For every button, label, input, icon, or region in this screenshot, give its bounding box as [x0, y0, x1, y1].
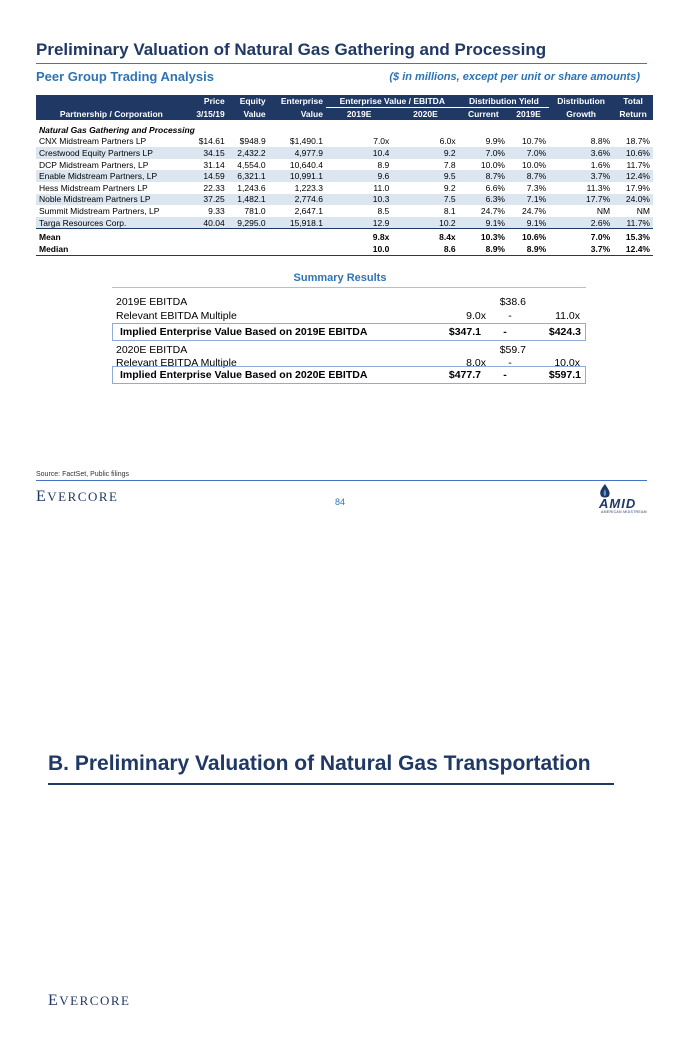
implied-ev-2020-low: $477.7	[448, 369, 481, 381]
cell-return: 12.4%	[613, 170, 653, 182]
cell-equity: 6,321.1	[228, 170, 269, 182]
section-subtitle: Peer Group Trading Analysis	[36, 69, 214, 84]
brand-initial: E	[36, 488, 48, 505]
footer-rule	[36, 480, 647, 481]
cell-yield-current: 7.0%	[459, 147, 508, 159]
cell-ev2020: 9.2	[443, 182, 456, 193]
table-row	[36, 182, 653, 194]
header-rule	[36, 63, 647, 64]
amid-subtext: AMERICAN MIDSTREAM	[601, 510, 647, 514]
mean-yield-current: 10.3%	[459, 229, 508, 243]
cell-yield-current: 24.7%	[480, 205, 505, 216]
cell-ev2020: 6.0x	[439, 136, 456, 147]
cell-equity: 2,432.2	[228, 147, 269, 159]
cell-growth: 11.3%	[586, 182, 611, 193]
ebitda-2019-label: 2019E EBITDA	[116, 296, 188, 308]
cell-enterprise: 1,223.3	[294, 182, 323, 193]
empty-cell	[228, 229, 269, 243]
cell-yield2019: 9.1%	[508, 217, 549, 229]
header-partnership: Partnership / Corporation	[36, 108, 187, 121]
implied-ev-2020-high: $597.1	[548, 369, 581, 381]
summary-title: Summary Results	[293, 272, 387, 284]
cell-price: 40.04	[187, 217, 228, 229]
cell-name: Summit Midstream Partners, LP	[39, 205, 160, 216]
amid-logo	[593, 483, 651, 513]
cell-price: 37.25	[187, 194, 228, 206]
cell-return: 18.7%	[625, 136, 650, 147]
cell-enterprise: 2,647.1	[294, 205, 323, 216]
header-ev-2020: 2020E	[392, 108, 458, 121]
mean-return: 15.3%	[613, 229, 653, 243]
header-distribution: Distribution	[549, 95, 613, 108]
multiple-2020-low: 8.0x	[466, 357, 486, 369]
table-row	[36, 147, 653, 159]
cell-enterprise: $1,490.1	[289, 136, 323, 147]
cell-yield-current: 6.6%	[485, 182, 505, 193]
brand-rest: VERCORE	[59, 993, 131, 1008]
cell-growth: 2.6%	[549, 217, 613, 229]
cell-ev2019: 8.5	[377, 205, 390, 216]
cell-enterprise: 10,991.1	[269, 170, 326, 182]
cell-ev2019: 7.0x	[373, 136, 390, 147]
implied-ev-2020-row	[112, 366, 586, 384]
cell-name: Noble Midstream Partners LP	[36, 194, 187, 206]
cell-ev2019: 11.0	[373, 182, 390, 193]
cell-ev2019: 12.9	[326, 217, 392, 229]
cell-equity: 1,243.6	[237, 182, 266, 193]
cell-yield-current: 10.0%	[480, 159, 505, 170]
peer-group-table	[36, 95, 653, 256]
range-dash: -	[503, 369, 507, 381]
table-row	[36, 194, 653, 206]
evercore-logo-bottom	[48, 992, 130, 1010]
cell-enterprise: 4,977.9	[269, 147, 326, 159]
mean-growth: 7.0%	[549, 229, 613, 243]
cell-price: 14.59	[187, 170, 228, 182]
table-header-row	[36, 95, 653, 108]
cell-price: 9.33	[208, 205, 225, 216]
header-price: Price	[187, 95, 228, 108]
cell-yield-current: 8.7%	[459, 170, 508, 182]
header-total: Total	[613, 95, 653, 108]
implied-ev-2019-high: $424.3	[548, 326, 581, 338]
multiple-2020-high: 10.0x	[554, 357, 580, 369]
ebitda-2019-row	[116, 296, 586, 310]
cell-ev2020: 7.8	[443, 159, 456, 170]
cell-ev2020: 10.2	[392, 217, 458, 229]
header-equity-value: Value	[228, 108, 269, 121]
group-label-row	[36, 120, 653, 136]
ebitda-2020-label: 2020E EBITDA	[116, 344, 188, 356]
cell-ev2019: 10.4	[326, 147, 392, 159]
header-ev-2019: 2019E	[326, 108, 392, 121]
page-number: 84	[334, 497, 345, 507]
cell-equity: $948.9	[239, 136, 266, 147]
header-yield-2019: 2019E	[508, 108, 549, 121]
mean-ev2020: 8.4x	[392, 229, 458, 243]
range-dash: -	[503, 326, 507, 338]
multiple-2019-label: Relevant EBITDA Multiple	[116, 310, 237, 322]
cell-ev2020: 9.2	[392, 147, 458, 159]
empty-cell	[187, 243, 228, 255]
cell-yield-current: 9.9%	[485, 136, 505, 147]
median-yield-current: 8.9%	[459, 243, 508, 255]
cell-yield2019: 24.7%	[522, 205, 547, 216]
cell-equity: 9,295.0	[228, 217, 269, 229]
mean-yield2019: 10.6%	[508, 229, 549, 243]
empty-cell	[187, 229, 228, 243]
cell-yield2019: 7.3%	[526, 182, 547, 193]
multiple-2020-label: Relevant EBITDA Multiple	[116, 357, 237, 369]
multiple-2019-low: 9.0x	[466, 310, 486, 322]
cell-return: 11.7%	[613, 217, 653, 229]
cell-yield-current: 6.3%	[459, 194, 508, 206]
implied-ev-2019-label: Implied Enterprise Value Based on 2019E EBITDA	[120, 326, 368, 338]
group-label: Natural Gas Gathering and Processing	[39, 124, 195, 135]
cell-enterprise: 10,640.4	[289, 159, 323, 170]
table-row	[36, 170, 653, 182]
cell-ev2020: 8.1	[443, 205, 456, 216]
cell-enterprise: 15,918.1	[269, 217, 326, 229]
cell-equity: 4,554.0	[237, 159, 266, 170]
empty-cell	[269, 243, 326, 255]
cell-yield-current: 9.1%	[459, 217, 508, 229]
median-label: Median	[36, 243, 187, 255]
cell-name: Targa Resources Corp.	[36, 217, 187, 229]
section-b-rule	[48, 783, 614, 785]
cell-name: Crestwood Equity Partners LP	[36, 147, 187, 159]
source-note: Source: FactSet, Public filings	[36, 471, 129, 478]
cell-ev2020: 7.5	[392, 194, 458, 206]
median-row	[36, 243, 653, 255]
cell-yield2019: 10.0%	[522, 159, 547, 170]
page-title: Preliminary Valuation of Natural Gas Gathering and Processing	[36, 40, 547, 59]
mean-label: Mean	[36, 229, 187, 243]
cell-price: $14.61	[198, 136, 225, 147]
cell-ev2019: 10.3	[326, 194, 392, 206]
empty-cell	[269, 229, 326, 243]
median-ev2020: 8.6	[392, 243, 458, 255]
cell-name: Enable Midstream Partners, LP	[36, 170, 187, 182]
brand-rest: VERCORE	[47, 489, 119, 504]
table-row	[36, 159, 653, 171]
cell-growth: 3.6%	[549, 147, 613, 159]
ebitda-2020-row	[116, 344, 586, 358]
brand-initial: E	[48, 992, 60, 1009]
cell-growth: NM	[596, 205, 611, 216]
header-blank	[36, 95, 187, 108]
cell-name: CNX Midstream Partners LP	[39, 136, 147, 147]
cell-price: 22.33	[203, 182, 225, 193]
cell-ev2019: 9.6	[326, 170, 392, 182]
cell-yield2019: 7.0%	[508, 147, 549, 159]
empty-cell	[228, 243, 269, 255]
header-ev-ebitda: Enterprise Value / EBITDA	[326, 95, 459, 108]
table-subheader-row	[36, 108, 653, 121]
cell-growth: 17.7%	[549, 194, 613, 206]
cell-price: 31.14	[203, 159, 225, 170]
cell-return: 10.6%	[613, 147, 653, 159]
cell-name: Hess Midstream Partners LP	[39, 182, 148, 193]
median-return: 12.4%	[613, 243, 653, 255]
cell-equity: 1,482.1	[228, 194, 269, 206]
implied-ev-2020-label: Implied Enterprise Value Based on 2020E EBITDA	[120, 369, 368, 381]
header-enterprise: Enterprise	[269, 95, 326, 108]
cell-name: DCP Midstream Partners, LP	[39, 159, 149, 170]
cell-return: 17.9%	[625, 182, 650, 193]
table-row	[36, 136, 653, 148]
mean-row	[36, 229, 653, 243]
cell-growth: 1.6%	[590, 159, 611, 170]
header-dist-yield: Distribution Yield	[459, 95, 549, 108]
cell-growth: 8.8%	[590, 136, 611, 147]
header-yield-current: Current	[459, 108, 508, 121]
cell-yield2019: 7.1%	[508, 194, 549, 206]
amid-wordmark: AMID	[599, 496, 637, 511]
range-dash: -	[508, 357, 512, 369]
cell-equity: 781.0	[244, 205, 266, 216]
median-ev2019: 10.0	[326, 243, 392, 255]
multiple-2019-high: 11.0x	[555, 310, 580, 322]
multiple-2019-row	[116, 310, 586, 324]
cell-ev2019: 8.9	[377, 159, 390, 170]
cell-return: 11.7%	[626, 159, 650, 170]
summary-rule	[112, 287, 586, 288]
cell-growth: 3.7%	[549, 170, 613, 182]
cell-return: 24.0%	[613, 194, 653, 206]
cell-return: NM	[636, 205, 650, 216]
header-growth: Growth	[549, 108, 613, 121]
header-return: Return	[613, 108, 653, 121]
mean-ev2019: 9.8x	[326, 229, 392, 243]
median-yield2019: 8.9%	[508, 243, 549, 255]
cell-yield2019: 10.7%	[522, 136, 547, 147]
implied-ev-2019-low: $347.1	[448, 326, 481, 338]
header-date: 3/15/19	[187, 108, 228, 121]
table-row	[36, 217, 653, 229]
table-row	[36, 205, 653, 217]
units-note: ($ in millions, except per unit or share amounts)	[389, 71, 640, 83]
cell-price: 34.15	[187, 147, 228, 159]
cell-yield2019: 8.7%	[508, 170, 549, 182]
section-b-title: B. Preliminary Valuation of Natural Gas Transportation	[48, 752, 591, 775]
ebitda-2019-value: $38.6	[499, 296, 526, 308]
range-dash: -	[508, 310, 512, 322]
header-enterprise-value: Value	[269, 108, 326, 121]
median-growth: 3.7%	[549, 243, 613, 255]
cell-enterprise: 2,774.6	[269, 194, 326, 206]
header-equity: Equity	[228, 95, 269, 108]
cell-ev2020: 9.5	[392, 170, 458, 182]
implied-ev-2019-row	[112, 323, 586, 341]
ebitda-2020-value: $59.7	[499, 344, 526, 356]
